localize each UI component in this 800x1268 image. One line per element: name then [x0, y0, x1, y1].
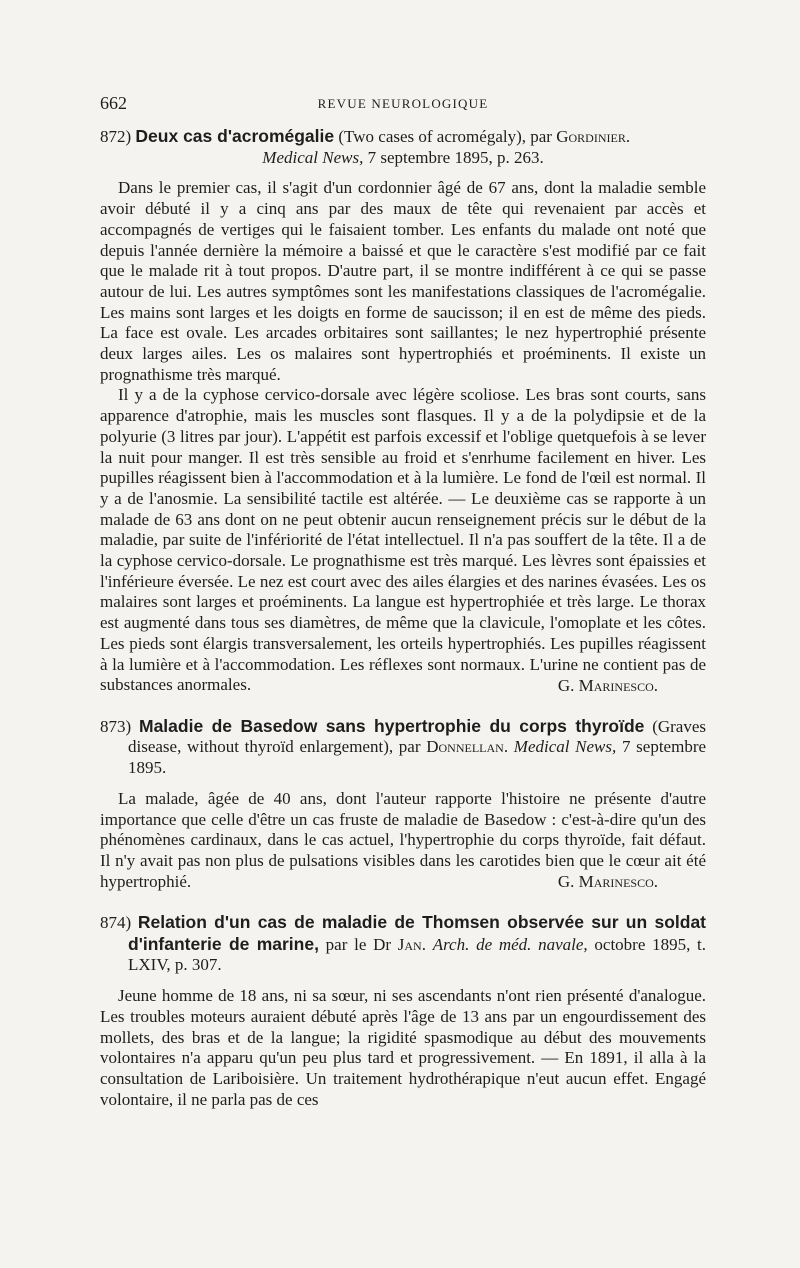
entry-title: Maladie de Basedow sans hypertrophie du corps thyroïde	[139, 715, 645, 736]
entry-source: Arch. de méd. navale,	[432, 934, 588, 954]
entry-date: 7 septembre 1895, p. 263.	[367, 147, 544, 167]
entry-subtitle: (Graves disease, without thyroïd enlargement), par	[128, 716, 707, 757]
entry-paragraph: La malade, âgée de 40 ans, dont l'auteur rapporte l'histoire ne présente d'autre importance que celle d'être un cas fruste de maladie de Basedow : c'est-à-dire qu'un des phénomènes cardinaux, dans le cas actuel, l'hypertrophie du corps thyroïde, fait défaut. Il n'y avait pas non plus de pulsations visibles dans les carotides bien que le cœur ait été hypertrophié.	[100, 788, 706, 891]
abstract-entry-873	[100, 716, 706, 893]
entry-author-period: .	[625, 127, 631, 146]
entry-number: 873)	[100, 716, 132, 736]
entry-signature: G. Marinesco.	[557, 675, 658, 695]
entry-author: Donnellan.	[426, 737, 509, 757]
entry-author: Gordinier	[556, 127, 626, 146]
entry-number: 872)	[100, 127, 132, 146]
entry-paragraph: Il y a de la cyphose cervico-dorsale avec légère scoliose. Les bras sont courts, sans apparence d'atrophie, mais les muscles sont flasques. Il y a de la polydipsie et de la polyurie (3 litres par jour). L'appétit est parfois excessif et l'oblige quetquefois à se lever la nuit pour manger. Il est très sensible au froid et s'enrhume facilement en hiver. Les pupilles réagissent bien à l'accommodation et à la lumière. Le fond de l'œil est normal. Il y a de l'anosmie. La sensibilité tactile est altérée. — Le deuxième cas se rapporte à un malade de 63 ans dont on ne peut obtenir aucun renseignement précis sur le début de la maladie, par suite de l'infériorité de l'état intellectuel. Il n'a pas souffert de la tête. Il a de la cyphose cervico-dorsale. Le prognathisme est très marqué. Les lèvres sont épaissies et l'inférieure éversée. Le nez est court avec des ailes élargies et des narines évasées. Les os malaires sont larges et proéminents. La langue est hypertrophiée et très large. Le thorax est augmenté dans tous ses diamètres, de même que la clavicule, l'omoplate et les côtes. Les pieds sont élargis transversalement, les orteils hypertrophiés. Les pupilles réagissent à la lumière et à l'accommodation. Les réflexes sont normaux. L'urine ne contient pas de substances anormales.	[100, 385, 706, 695]
entry-signature: G. Marinesco.	[557, 872, 658, 892]
entry-date: octobre 1895, t. LXIV, p. 307.	[128, 934, 707, 975]
entry-author: Jan.	[397, 934, 426, 954]
entry-heading	[100, 716, 706, 779]
entry-paragraph: Dans le premier cas, il s'agit d'un cordonnier âgé de 67 ans, dont la maladie semble avoir débuté il y a cinq ans par des maux de tête qui revenaient par accès et accompagnés de vertiges qui le faisaient tomber. Les enfants du malade ont noté que depuis l'année dernière la mémoire a baissé et que le caractère s'est modifié par ce fait que le malade rit à tout propos. D'autre part, il se montre indifférent à ce qui se passe autour de lui. Les autres symptômes sont les manifestations classiques de l'acromégalie. Les mains sont larges et les doigts en forme de saucisson; il en est de même des pieds. La face est ovale. Les arcades orbitaires sont saillantes; le nez hypertrophié présente deux larges ailes. Les os malaires sont hypertrophiés et proéminents. Il existe un prognathisme très marqué.	[100, 178, 706, 384]
abstract-entry-874	[100, 912, 706, 1110]
entry-source: Medical News,	[513, 737, 617, 757]
page-header	[100, 93, 706, 113]
entry-source-line	[128, 148, 706, 169]
page-content	[100, 126, 706, 1110]
entry-heading	[100, 912, 706, 976]
entry-author-prefix: Dr	[373, 934, 392, 954]
abstract-entry-872	[100, 126, 706, 697]
page-number: 662	[100, 93, 127, 113]
entry-source: Medical News,	[262, 147, 364, 167]
entry-title: Deux cas d'acromégalie	[135, 126, 335, 146]
entry-number: 874)	[100, 913, 132, 933]
entry-title: Relation d'un cas de maladie de Thomsen observée sur un soldat d'infanterie de marine,	[128, 912, 707, 954]
entry-heading	[100, 126, 706, 168]
entry-date: 7 septembre 1895.	[128, 737, 707, 778]
entry-subtitle: par le	[325, 934, 367, 954]
entry-subtitle: (Two cases of acromégaly), par	[338, 127, 552, 146]
journal-title: REVUE NEUROLOGIQUE	[317, 96, 489, 111]
entry-paragraph: Jeune homme de 18 ans, ni sa sœur, ni ses ascendants n'ont rien présenté d'analogue. Les troubles moteurs auraient débuté après l'âge de 13 ans par un engourdissement des mollets, des bras et de la langue; la rigidité spasmodique au début des mouvements volontaires n'a apparu qu'un peu plus tard et progressivement. — En 1891, il alla à la consultation de Lariboisière. Un traitement hydrothérapique n'eut aucun effet. Engagé volontaire, il ne parla pas de ces	[100, 986, 706, 1109]
